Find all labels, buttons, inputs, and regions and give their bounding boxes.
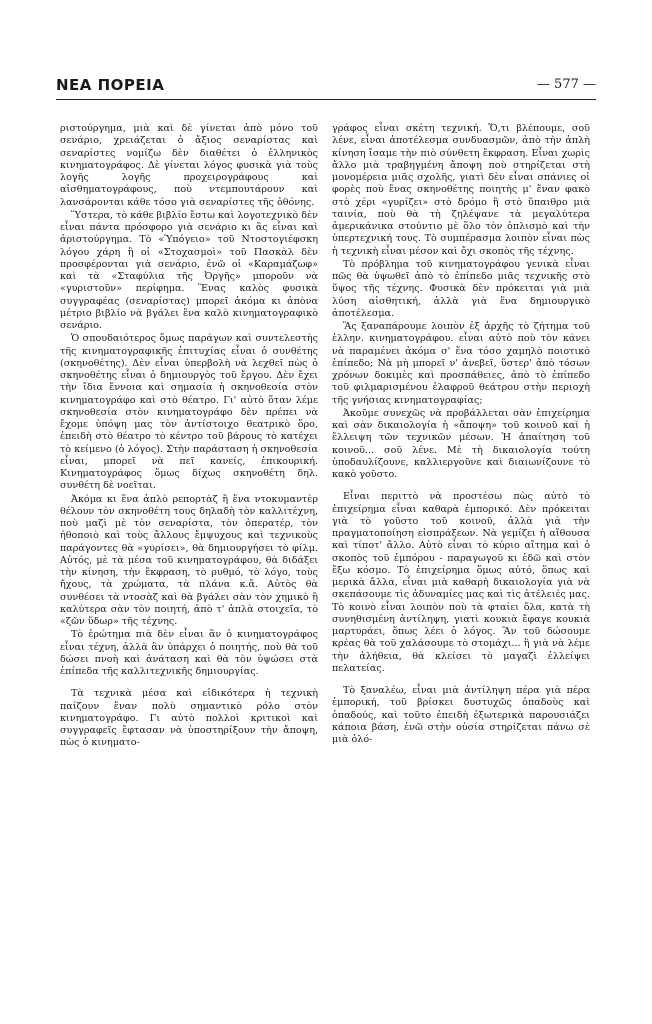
left-column: [60, 123, 318, 750]
paragraph: Ἂς ξαναπάρουμε λοιπὸν ἐξ ἀρχῆς τὸ ζήτημα τοῦ ἑλλην. κινηματογράφου. εἶναι αὐτὸ ποὺ τὸν κάνει νὰ παραμένει ἀκόμα σ' ἕνα τόσο χαμηλὸ ποιοτικὸ ἐπίπεδο; Νὰ μὴ μπορεῖ ν' ἀνεβεῖ, ὕστερ' ἀπὸ τόσων χρόνων δοκιμὲς καὶ προσπάθειες, ἀπὸ τὸ ἐπίπεδο τοῦ φιλμαρισμένου ἐλαφροῦ θεάτρου στὴν περιοχὴ τῆς γνήσιας κινηματογραφίας;: [332, 321, 590, 406]
paragraph: Εἶναι περιττὸ νὰ προστέσω πὼς αὐτὸ τὸ ἐπιχείρημα εἶναι καθαρὰ ἐμπορικό. Δὲν πρόκειται γιὰ τὸ γοῦστο τοῦ κοινοῦ, ἀλλὰ γιὰ τὴν πραγματοποίηση εἰσπράξεων. Νὰ γεμίζει ἡ αἴθουσα καὶ τίποτ' ἄλλο. Αὐτὸ εἶναι τὸ κύριο αἴτημα καὶ ὁ σκοπὸς τοῦ ἐμπόρου - παραγωγοῦ κι ἐδῶ καὶ στὸν ἔξω κόσμο. Τὸ ἐπιχείρημα ὅμως αὐτό, ὅπως καὶ μερικὰ ἄλλα, εἶναι μιὰ καθαρὴ δικαιολογία γιὰ νὰ σκεπάσουμε τὶς ἀδυναμίες μας καὶ τὶς ἀτέλειές μας. Τὸ κοινὸ εἶναι λοιπὸν ποὺ τὰ φταίει ὅλα, κατὰ τὴ συνηθισμένη ἀντίληψη, γιατὶ κουκιὰ ἔφαγε κουκιὰ μαρτυράει, ὅπως λέει ὁ λόγος. Ἂν τοῦ δώσουμε κρέας θὰ τοῦ χαλάσουμε τὸ στομάχι... ἢ γιὰ νὰ λέμε τὴν ἀλήθεια, θὰ κλείσει τὸ μαγαζὶ ἐλλείψει πελατείας.: [332, 491, 591, 674]
paragraph: Τὸ ξαναλέω, εἶναι μιὰ ἀντίληψη πέρα γιὰ πέρα ἐμπορική, τοῦ βρίσκει δυστυχῶς ὀπαδοὺς καὶ ὁπαδούς, καὶ τοῦτο ἐπειδὴ ἐξωτερικὰ παρουσιάζει κάποια βάση, ἐνῶ στὴν οὐσία στηρίζεται πάνω σὲ μιὰ ὁλό-: [332, 685, 590, 745]
page-header: [56, 74, 596, 96]
paragraph: Τὰ τεχνικὰ μέσα καὶ εἰδικότερα ἡ τεχνικὴ παίζουν ἕναν πολὺ σημαντικὸ ρόλο στὸν κινηματογράφο. Γι αὐτὸ πολλοὶ κριτικοὶ καὶ συγγραφεῖς ἔφτασαν νὰ ὑποστηρίξουν τὴν ἄποψη, πὼς ὁ κινηματο-: [60, 688, 318, 749]
paragraph: Ἀκοῦμε συνεχῶς νὰ προβάλλεται σὰν ἐπιχείρημα καὶ σὰν δικαιολογία ἡ «ἄποψη» τοῦ κοινοῦ καὶ ἡ ἔλλειψη τῶν τεχνικῶν μέσων. Ἡ ἀπαίτηση τοῦ κοινοῦ... σοῦ λένε. Μὲ τὴ δικαιολογία τούτη ὑποδαυλίζουνε, καλλιεργοῦνε καὶ διαιωνίζουνε τὸ κακὸ γοῦστο.: [332, 407, 590, 480]
paragraph: Τὸ ἐρώτημα πιὰ δὲν εἶναι ἂν ὁ κινηματογράφος εἶναι τέχνη, ἀλλὰ ἂν ὑπάρχει ὁ ποιητής, ποὺ θὰ τοῦ δώσει πνοὴ καὶ ἀνάταση καὶ θὰ τὸν ὑψώσει στὰ ἐπίπεδα τῆς καλλιτεχνικῆς δημιουργίας.: [60, 629, 318, 677]
paragraph-gap: [332, 481, 590, 491]
journal-title: ΝΕΑ ΠΟΡΕΙΑ: [56, 76, 165, 94]
paragraph: ριστούργημα, μιὰ καὶ δὲ γίνεται ἀπὸ μόνο τοῦ σενάριο, χρειάζεται ὁ ἄξιος σεναρίστας καὶ σεναρίστες νομίζω δὲν διαθέτει ὁ ἑλληνικὸς κινηματογράφος. Δὲ γίνεται λόγος φυσικὰ γιὰ τοὺς λογῆς λογῆς προχειρογράφους καὶ αἰσθηματογράφους, ποὺ ντεμπουτάρουν καὶ λανσάρονται κάθε τόσο γιὰ σεναρίστες τῆς ὀθόνης.: [60, 123, 318, 208]
paragraph: γράφος εἶναι σκέτη τεχνική. Ὅ,τι βλέπουμε, σοῦ λένε, εἶναι ἀποτέλεσμα συνδυασμῶν, ἀπὸ τὴν ἁπλὴ κίνηση ἴσαμε τὴν πιὸ σύνθετη ἔκφραση. Εἶναι χωρὶς ἄλλο μιὰ τραβηγμένη ἄποψη ποὺ στηρίζεται στὴ μονομέρεια μιᾶς σχολῆς, γιατὶ δὲν εἶναι σπάνιες οἱ φορὲς ποὺ ἕνας σκηνοθέτης ποιητὴς μ' ἕναν φακὸ στὸ χέρι «γυρίζει» στὸ δρόμο ἢ στὸ ὕπαιθρο μιὰ ταινία, ποὺ θὰ τὴ ζηλέψανε τὰ μεγαλύτερα ἀμερικάνικα στούντιο μὲ ὅλο τὸν ὁπλισμὸ καὶ τὴν ὑπερτεχνική τους. Τὸ συμπέρασμα λοιπὸν εἶναι πὼς ἡ τεχνικὴ εἶναι μέσον καὶ ὄχι σκοπὸς τῆς τέχνης.: [332, 123, 590, 257]
paragraph-gap: [60, 678, 318, 688]
right-column: [332, 123, 590, 746]
paragraph: Ὕστερα, τὸ κάθε βιβλίο ἔστω καὶ λογοτεχνικὸ δὲν εἶναι πάντα πρόσφορο γιὰ σενάριο κι ἂς εἶναι καὶ ἀριστούργημα. Τὸ «Ὑπόγειο» τοῦ Ντοστογιέφσκη λόγου χάρη ἢ οἱ «Στοχασμοὶ» τοῦ Πασκὰλ δὲν προσφέρονται γιὰ σενάριο, ἐνῶ οἱ «Καραμάζωφ» καὶ τὰ «Σταφύλια τῆς Ὀργῆς» μποροῦν νὰ «γυριστοῦν» περίφημα. Ἕνας καλὸς φυσικὰ συγγραφέας (σεναρίστας) μπορεῖ ἀκόμα κι ἀπὸνα μέτριο βιβλίο νὰ βγάλει ἕνα καλὸ κινηματογραφικὸ σενάριο.: [60, 209, 318, 331]
paragraph-gap: [332, 675, 590, 685]
paragraph: Ἀκόμα κι ἕνα ἁπλὸ ρεπορτὰζ ἢ ἕνα ντοκυμαντὲρ θέλουν τὸν σκηνοθέτη τους δηλαδὴ τὸν καλλιτέχνη, ποὺ μαζὶ μὲ τὸν σεναρίστα, τὸν ὀπερατέρ, τὸν ἠθοποιὸ καὶ τοὺς ἄλλους ἔμψυχους καὶ τεχνικοὺς παράγοντες θὰ «γυρίσει», θὰ δημιουργήσει τὸ φίλμ. Αὐτός, μὲ τὰ μέσα τοῦ κινηματογράφου, θὰ διδάξει τὴν κίνηση, τὴν ἔκφραση, τὸ ρυθμό, τὸ λόγο, τοὺς ἤχους, τὰ χρώματα, τὰ πλάνα κ.ἄ. Αὐτὸς θὰ συνθέσει τὰ ντοσὰζ καὶ θὰ βγάλει σὰν τὸν χημικὸ ἢ καλύτερα σὰν τὸν ποιητή, ἀπὸ τ' ἁπλὰ στοιχεῖα, τὸ «ζῶν ὕδωρ» τῆς τέχνης.: [60, 493, 318, 627]
article-body: [60, 123, 608, 1013]
page-number: — 577 —: [536, 77, 596, 92]
paragraph: Ὁ σπουδαιότερος ὅμως παράγων καὶ συντελεστὴς τῆς κινηματογραφικῆς ἐπιτυχίας εἶναι ὁ συνθέτης (σκηνοθέτης). Δὲν εἶναι ὑπερβολὴ νὰ λεχθεῖ πὼς ὁ σκηνοθέτης εἶναι ὁ δημιουργὸς τοῦ ἔργου. Δὲν ἔχει τὴν ἴδια ἔννοια καὶ σημασία ἡ σκηνοθεσία στὸν κινηματογράφο καὶ στὸ θέατρο. Γι' αὐτὸ ὅταν λέμε σκηνοθεσία στὸν κινηματογράφο δὲν πρέπει νὰ ἔχομε ὑπόψη μας τὸν ἀντίστοιχο θεατρικὸ ὅρο, ἐπειδὴ στὸ θέατρο τὸ κέντρο τοῦ βάρους τὸ κατέχει τὸ κείμενο (ὁ λόγος). Στὴν παράσταση ἡ σκηνοθεσία εἶναι, μπορεῖ νὰ πεῖ κανείς, ἐπικουρική. Κινηματογράφος ὅμως δίχως σκηνοθέτη δηλ. συνθέτη δὲ νοεῖται.: [60, 333, 318, 492]
header-rule: [56, 99, 596, 100]
paragraph: Τὸ πρόβλημα τοῦ κινηματογράφου γενικὰ εἶναι πῶς θὰ ὑψωθεῖ ἀπὸ τὸ ἐπίπεδο μιᾶς τεχνικῆς στὸ ὕψος τῆς τέχνης. Φυσικὰ δὲν πρόκειται γιὰ μιὰ λύση αἰσθητική, ἀλλὰ γιὰ ἕνα δημιουργικὸ ἀποτέλεσμα.: [332, 258, 590, 319]
